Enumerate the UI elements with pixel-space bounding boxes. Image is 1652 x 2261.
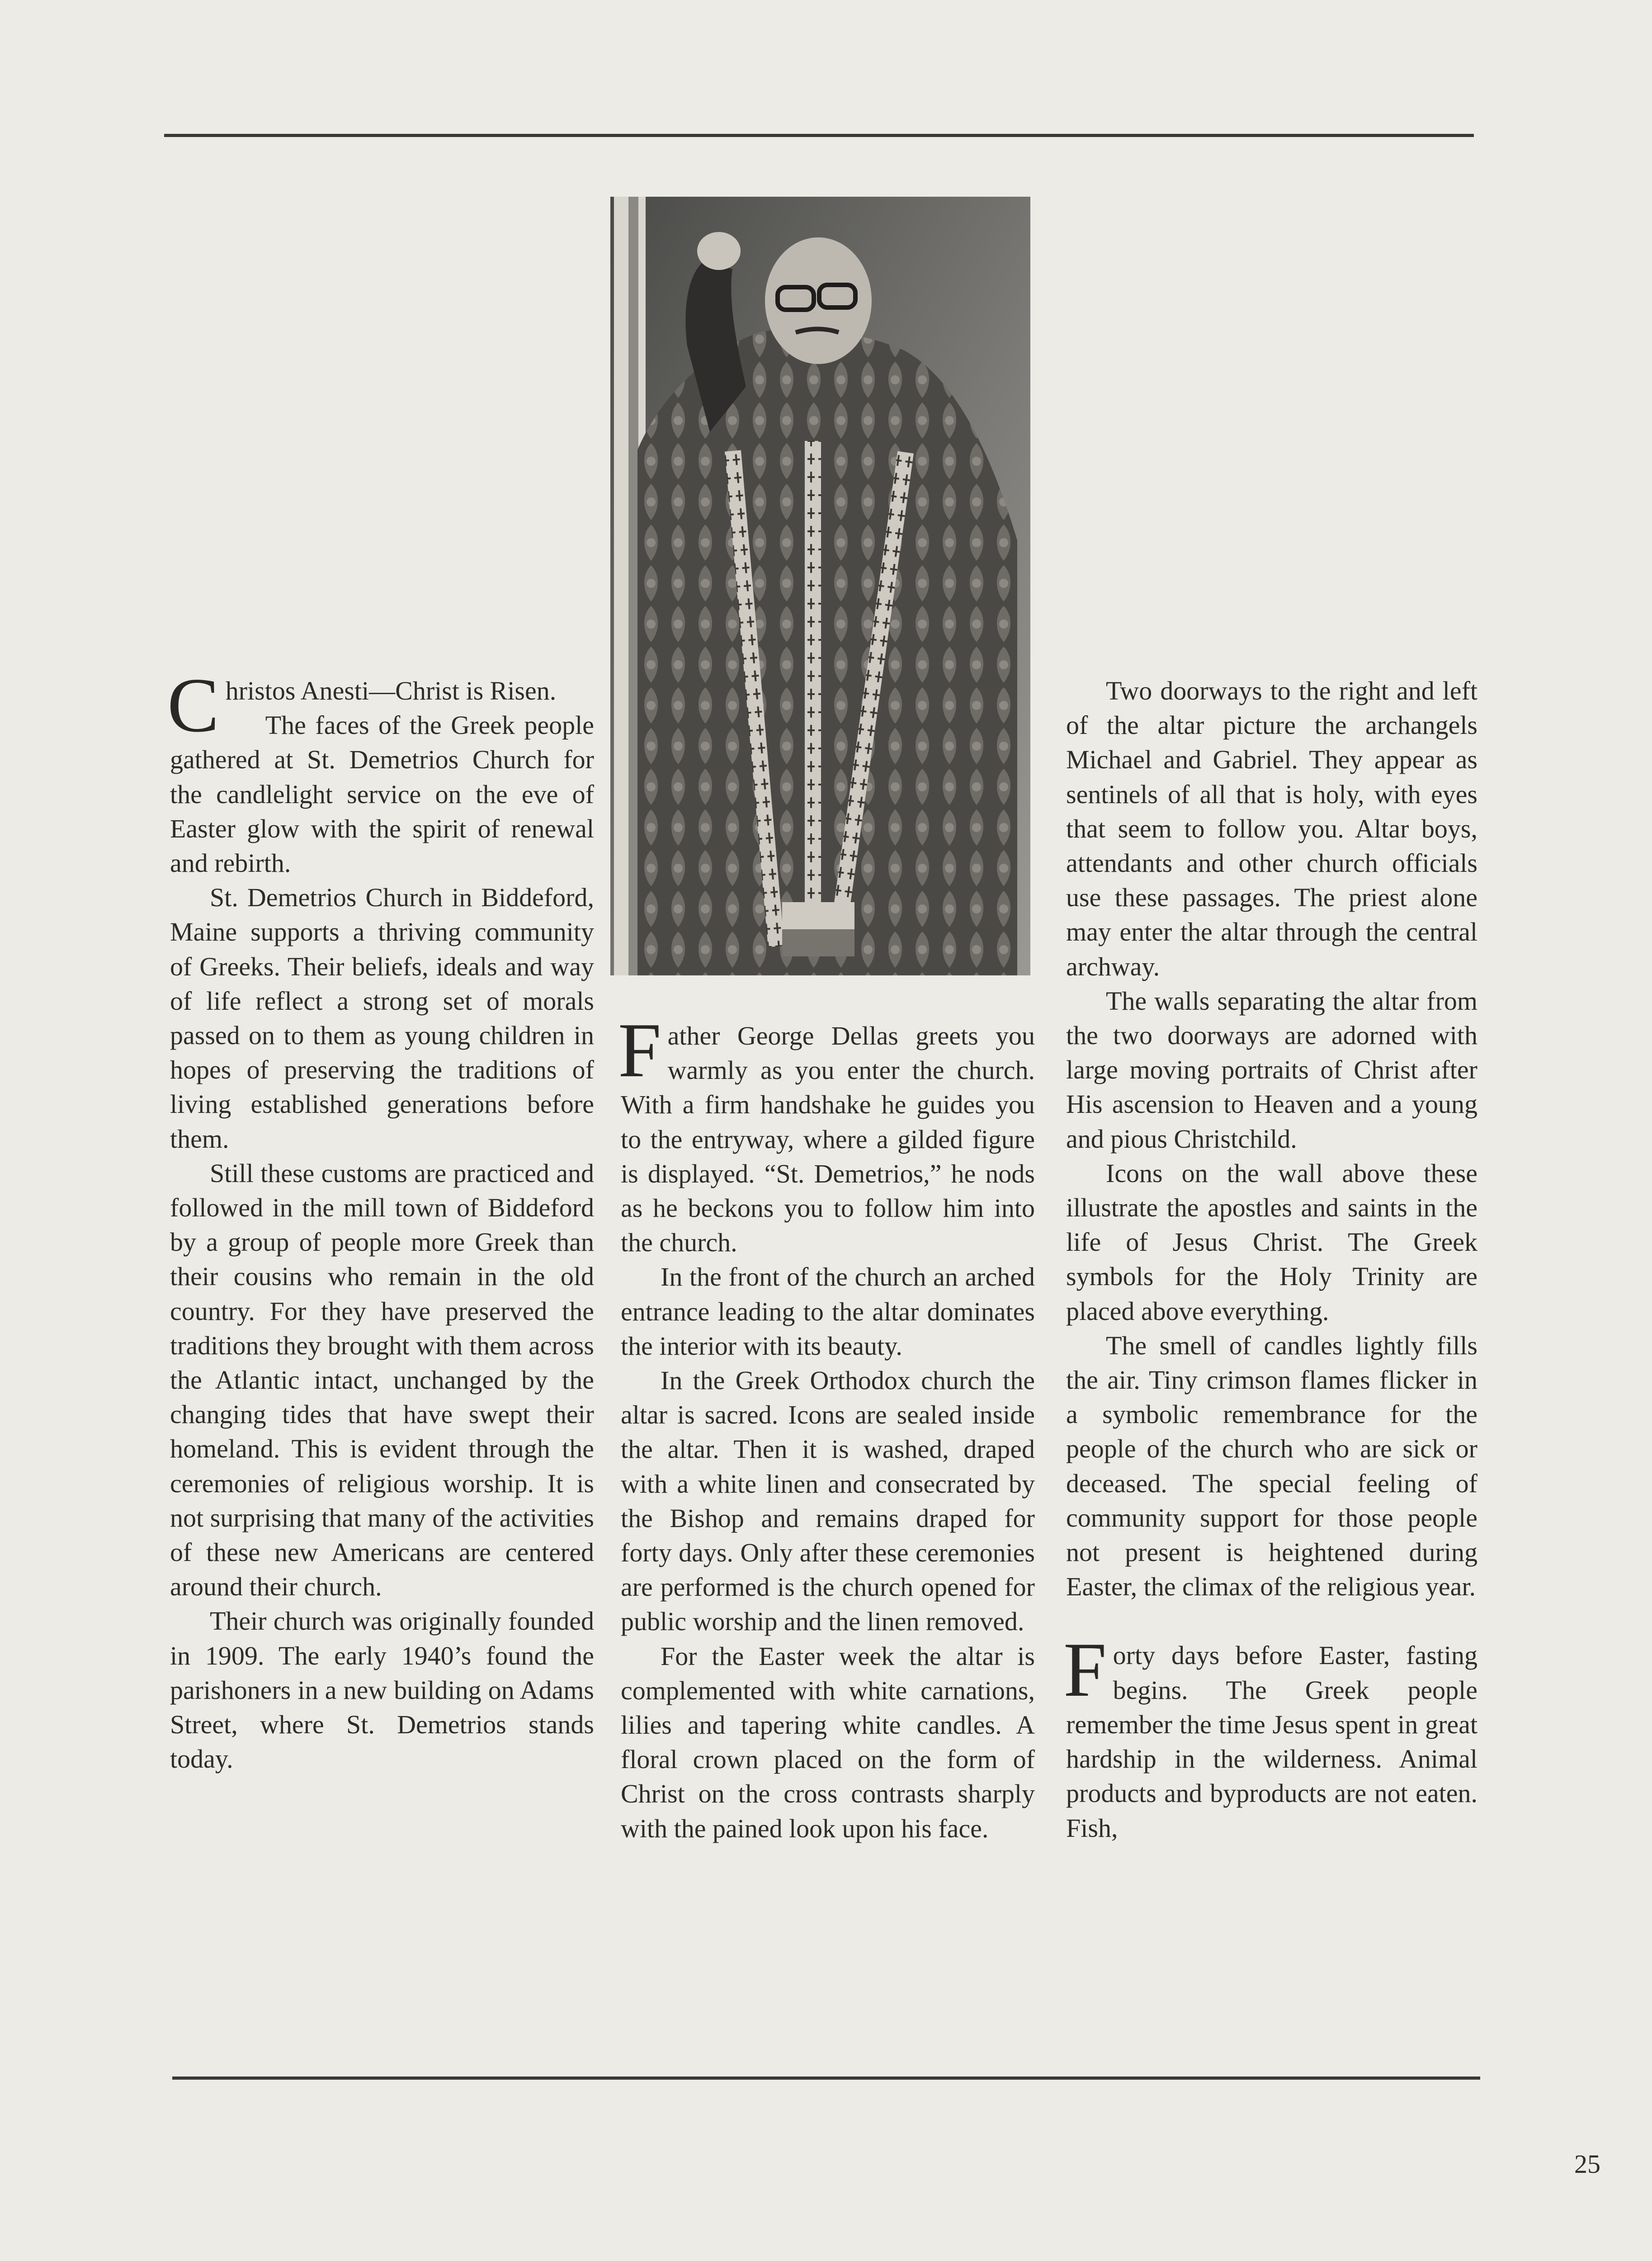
paragraph: Father George Dellas greets you warmly as you enter the church. With a firm handshake he guides you to the entryway, where a gilded figure is displayed. “St. Demetrios,” he nods as he beckons you to follow him into the church. [618,1008,1035,1258]
page-number: 25 [1574,2149,1600,2179]
priest-photo-illustration [610,197,1030,975]
drop-cap: F [1063,1627,1107,1713]
paragraph: Icons on the wall above these illustrate the apostles and saints in the life of Jesus Christ. The Greek symbols for the Holy Trinity are placed above everything. [1066,1158,1477,1326]
paragraph: Two doorways to the right and left of the altar picture the archangels Michael and Gabriel. They appear as sentinels of all that is holy, with eyes that seem to follow you. Altar boys, attendants and other church officials use these passages. The priest alone may enter the altar through the central archway. [1066,676,1477,981]
article-column-1 [167,662,594,1777]
paragraph: The faces of the Greek people gathered at St. Demetrios Church for the candlelight service on the eve of Easter glow with the spirit of renewal and rebirth. [170,710,594,878]
paragraph: Still these customs are practiced and followed in the mill town of Biddeford by a group of people more Greek than their cousins who remain in the old country. For they have preserved the traditions they brought with them across the Atlantic intact, unchanged by the changing tides that have swept their homeland. This is evident through the ceremonies of religious worship. It is not surprising that many of the activities of these new Americans are centered around their church. [170,1158,594,1602]
paragraph: For the Easter week the altar is complemented with white carnations, lilies and tapering white candles. A floral crown placed on the form of Christ on the cross contrasts sharply with the pained look upon his face. [621,1641,1035,1843]
article-column-3 [1063,674,1477,1845]
paragraph: St. Demetrios Church in Biddeford, Maine supports a thriving community of Greeks. Their beliefs, ideals and way of life reflect a strong set of morals passed on to them as young children in hopes of preserving the traditions of living established generations before them. [170,883,594,1154]
bottom-rule [172,2077,1480,2080]
top-rule [164,134,1474,137]
drop-cap: C [167,662,219,748]
priest-photo [610,197,1030,975]
paragraph: Forty days before Easter, fasting begins. The Greek people remember the time Jesus spent in great hardship in the wilderness. Animal products and byproducts are not eaten. Fish, [1063,1627,1477,1843]
drop-cap: F [618,1008,661,1093]
article-column-2 [618,1008,1035,1846]
paragraph: The smell of candles lightly fills the air. Tiny crimson flames flicker in a symbolic remembrance for the people of the church who are sick or deceased. The special feeling of community support for those people not present is heightened during Easter, the climax of the religious year. [1066,1330,1477,1602]
paragraph: The walls separating the altar from the two doorways are adorned with large moving portraits of Christ after His ascension to Heaven and a young and pious Christchild. [1066,986,1477,1154]
paragraph: In the front of the church an arched entrance leading to the altar dominates the interior with its beauty. [621,1262,1035,1361]
paragraph: In the Greek Orthodox church the altar is sacred. Icons are sealed inside the altar. Then it is washed, draped with a white linen and consecrated by the Bishop and remains draped for forty days. Only after these ceremonies are performed is the church opened for public worship and the linen removed. [621,1366,1035,1637]
paragraph: Christos Anesti—Christ is Risen. [167,662,557,748]
paragraph: Their church was originally founded in 1909. The early 1940’s found the parishoners in a new building on Adams Street, where St. Demetrios stands today. [170,1606,594,1774]
